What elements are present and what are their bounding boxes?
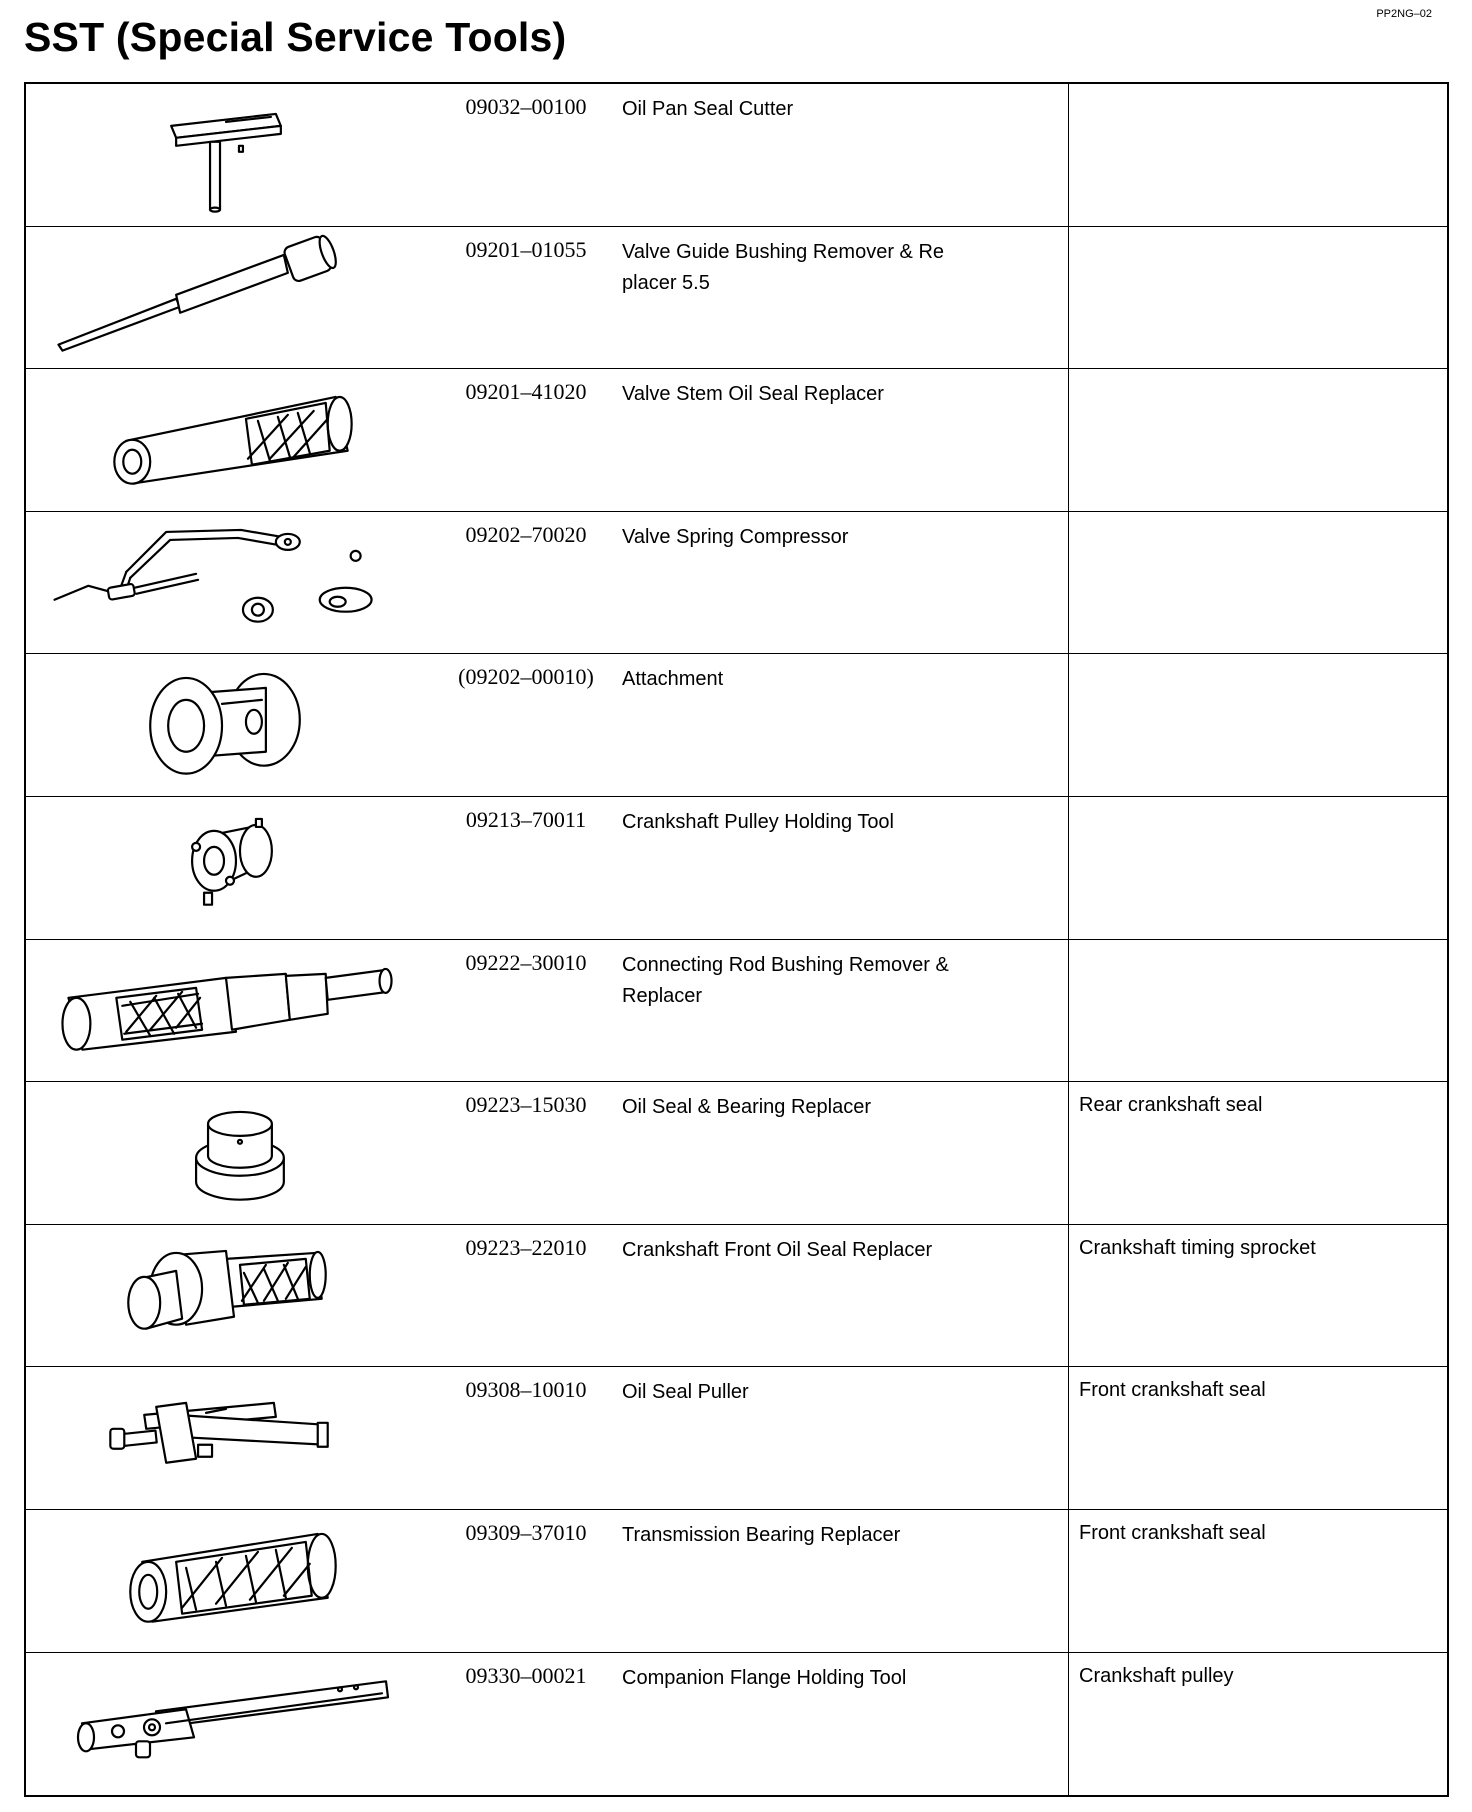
tool-name: Oil Seal & Bearing Replacer [622,1096,872,1119]
tool-cell [26,797,1069,939]
table-row [26,227,1447,370]
tool-cell [26,1510,1069,1652]
oil-pan-seal-cutter-icon [26,84,426,226]
tool-usage: Crankshaft pulley [1079,1664,1234,1687]
tool-cell [26,1082,1069,1224]
table-row [26,1082,1447,1225]
tool-cell [26,1367,1069,1509]
tool-name: Oil Pan Seal Cutter [622,98,794,120]
table-row [26,512,1447,655]
part-number: 09213–70011 [465,806,587,832]
tool-name: Crankshaft Front Oil Seal Replacer [622,1238,933,1261]
connecting-rod-bushing-remover-icon [26,940,426,1082]
table-row [26,1653,1447,1796]
document-code: PP2NG–02 [1376,8,1432,20]
tool-usage: Crankshaft timing sprocket [1079,1236,1316,1259]
tool-cell [26,369,1069,511]
part-number: 09222–30010 [465,949,587,975]
tool-cell [26,84,1069,226]
tool-name: Connecting Rod Bushing Remover & Replacer [622,953,949,1007]
part-number: 09330–00021 [465,1662,587,1688]
tool-cell [26,940,1069,1082]
table-row [26,369,1447,512]
tool-usage: Front crankshaft seal [1079,1379,1266,1402]
table-row [26,1225,1447,1368]
tool-usage [1069,654,1447,796]
tool-cell [26,1225,1069,1367]
tool-name: Valve Spring Compressor [622,525,849,548]
tool-name: Valve Guide Bushing Remover & Re placer 5.5 [622,240,945,294]
crankshaft-front-oil-seal-replacer-icon [26,1225,426,1367]
tool-cell [26,227,1069,369]
part-number: 09202–70020 [465,521,587,547]
part-number: 09223–15030 [465,1092,587,1118]
page-title: SST (Special Service Tools) [24,14,567,60]
tool-name: Crankshaft Pulley Holding Tool [622,810,895,833]
tool-cell [26,1653,1069,1796]
table-row [26,797,1447,940]
tool-name: Oil Seal Puller [622,1381,749,1404]
tool-usage: Front crankshaft seal [1079,1521,1266,1544]
valve-spring-compressor-icon [26,512,426,654]
part-number: 09308–10010 [465,1377,587,1403]
tool-name: Transmission Bearing Replacer [622,1523,901,1546]
part-number: 09309–37010 [465,1519,587,1545]
tool-usage [1069,797,1447,939]
oil-seal-puller-icon [26,1367,426,1509]
table-row [26,1367,1447,1510]
table-row [26,654,1447,797]
valve-guide-bushing-remover-icon [26,227,426,369]
tool-cell [26,654,1069,796]
tool-cell [26,512,1069,654]
tool-usage [1069,84,1447,226]
tool-usage: Rear crankshaft seal [1079,1094,1263,1117]
tool-table [24,82,1449,1797]
tool-usage [1069,369,1447,511]
crankshaft-pulley-holding-tool-icon [26,797,426,939]
tool-usage [1069,227,1447,369]
part-number: 09201–01055 [465,236,587,262]
table-row [26,940,1447,1083]
part-number: 09032–00100 [465,94,587,119]
companion-flange-holding-tool-icon [26,1653,426,1796]
transmission-bearing-replacer-icon [26,1510,426,1652]
tool-name: Companion Flange Holding Tool [622,1666,907,1689]
table-row [26,1510,1447,1653]
attachment-icon [26,654,426,796]
tool-name: Attachment [622,668,724,691]
tool-usage [1069,940,1447,1082]
table-row [26,84,1447,227]
part-number: 09223–22010 [465,1234,587,1260]
part-number: (09202–00010) [458,664,594,690]
tool-name: Valve Stem Oil Seal Replacer [622,383,884,406]
valve-stem-oil-seal-replacer-icon [26,369,426,511]
tool-usage [1069,512,1447,654]
part-number: 09201–41020 [465,379,587,405]
oil-seal-bearing-replacer-icon [26,1082,426,1224]
